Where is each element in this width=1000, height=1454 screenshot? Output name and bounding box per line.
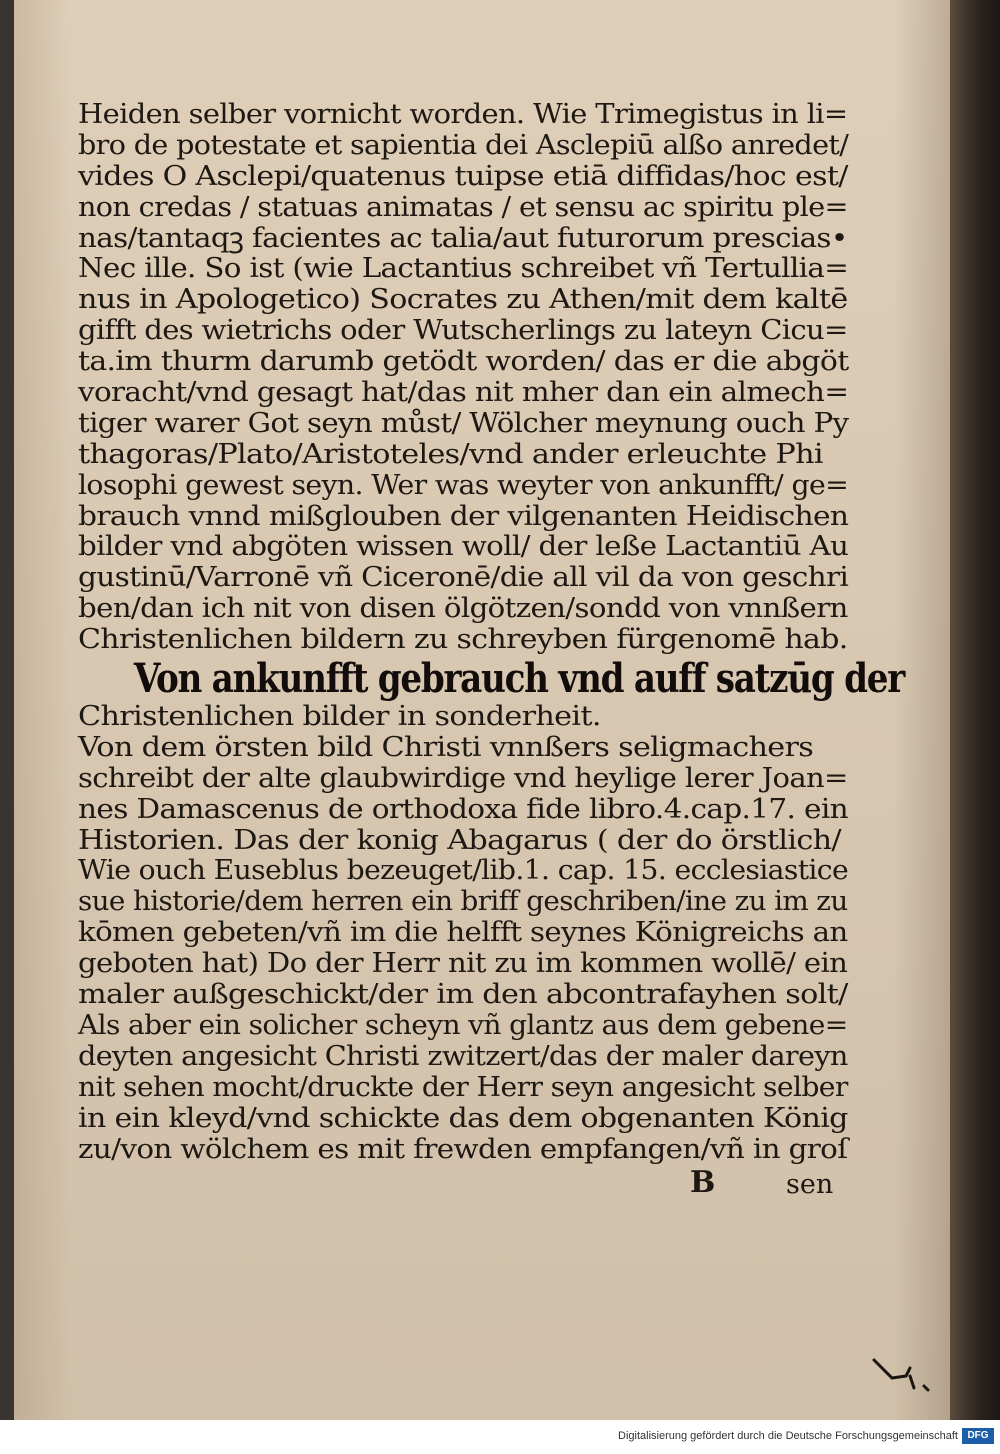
paragraph-body xyxy=(78,733,848,1165)
text-line: losophi gewest seyn. Wer was weyter von ankunfft/ ge= xyxy=(78,469,849,501)
text-line: maler außgeschickt/der im den abcontrafayhen solt/ xyxy=(78,979,848,1011)
text-line: schreibt der alte glaubwirdige vnd heylige lerer Joan= xyxy=(78,762,848,794)
text-line: ben/dan ich nit von disen ölgötzen/sondd von vnnßern xyxy=(78,593,848,625)
text-line: thagoras/Plato/Aristoteles/vnd ander erleuchte Phi xyxy=(78,438,823,470)
text-line: deyten angesicht Christi zwitzert/das der maler dareyn xyxy=(78,1040,848,1072)
text-line: Heiden selber vornicht worden. Wie Trimegistus in li= xyxy=(78,99,848,130)
text-line: Als aber ein solicher scheyn vñ glantz aus dem gebene= xyxy=(78,1009,848,1041)
text-line: brauch vnnd mißglouben der vilgenanten Heidischen xyxy=(78,500,849,532)
text-line: nes Damascenus de orthodoxa fide libro.4.cap.17. ein xyxy=(78,793,849,825)
text-line: bro de potestate et sapientia dei Asclepiū alßo anredet/ xyxy=(78,129,849,161)
text-line: gustinū/Varronē vñ Ciceronē/die all vil da von geschri xyxy=(78,562,849,594)
text-line: voracht/vnd gesagt hat/das nit mher dan ein almech= xyxy=(78,377,849,409)
text-line: nas/tantaqꝫ facientes ac talia/aut futurorum prescias• xyxy=(78,222,848,254)
pencil-mark xyxy=(870,1354,940,1394)
paragraph-top xyxy=(78,100,848,656)
text-line: kōmen gebeten/vñ im die helfft seynes Königreichs an xyxy=(78,917,848,949)
text-line: vides O Asclepi/quatenus tuipse etiā diffidas/hoc est/ xyxy=(78,160,848,192)
text-line: zu/von wölchem es mit frewden empfangen/vñ in groſ xyxy=(78,1133,848,1165)
book-page xyxy=(14,0,950,1420)
text-line: Von dem örsten bild Christi vnnßers seligmachers xyxy=(78,731,814,763)
text-line: gifft des wietrichs oder Wutscherlings zu lateyn Cicu= xyxy=(78,315,848,347)
text-line: Historien. Das der konig Abagarus ( der do örstlich/ xyxy=(78,824,841,856)
text-line: non credas / statuas animatas / et sensu ac spiritu ple= xyxy=(78,191,848,223)
text-line: sue historie/dem herren ein briff geschriben/ine zu im zu xyxy=(78,886,848,918)
signature-mark: B xyxy=(690,1165,716,1201)
section-heading-line2: Christenlichen bilder in sonderheit. xyxy=(78,701,601,733)
text-line: in ein kleyd/vnd schickte das dem obgenanten König xyxy=(78,1102,848,1134)
text-line: Nec ille. So ist (wie Lactantius schreibet vñ Tertullia= xyxy=(78,253,849,285)
text-line: nit sehen mocht/druckte der Herr seyn angesicht selber xyxy=(78,1071,848,1103)
text-block xyxy=(78,99,904,1201)
footer-credit: Digitalisierung gefördert durch die Deutsche Forschungsgemeinschaft xyxy=(618,1430,958,1442)
catchword: sen xyxy=(786,1169,834,1201)
text-line: tiger warer Got seyn můst/ Wölcher meynung ouch Py xyxy=(78,407,849,439)
section-heading: Von ankunfft gebrauch vnd auff satzūg der xyxy=(133,655,904,703)
text-line: geboten hat) Do der Herr nit zu im kommen wollē/ ein xyxy=(78,948,848,980)
text-line: ta.im thurm darumb getödt worden/ das er die abgöt xyxy=(78,346,849,378)
dfg-logo: DFG xyxy=(962,1428,994,1444)
text-line: nus in Apologetico) Socrates zu Athen/mit dem kaltē xyxy=(78,284,848,316)
text-line: Wie ouch Euseblus bezeuget/lib.1. cap. 15. ecclesiastice xyxy=(78,855,849,887)
page-foot xyxy=(78,1165,848,1199)
footer-bar xyxy=(0,1420,1000,1454)
book-edge xyxy=(950,0,1000,1420)
text-line: bilder vnd abgöten wissen woll/ der leße Lactantiū Au xyxy=(78,531,849,563)
text-line: Christenlichen bildern zu schreyben fürgenomē hab. xyxy=(78,624,848,656)
